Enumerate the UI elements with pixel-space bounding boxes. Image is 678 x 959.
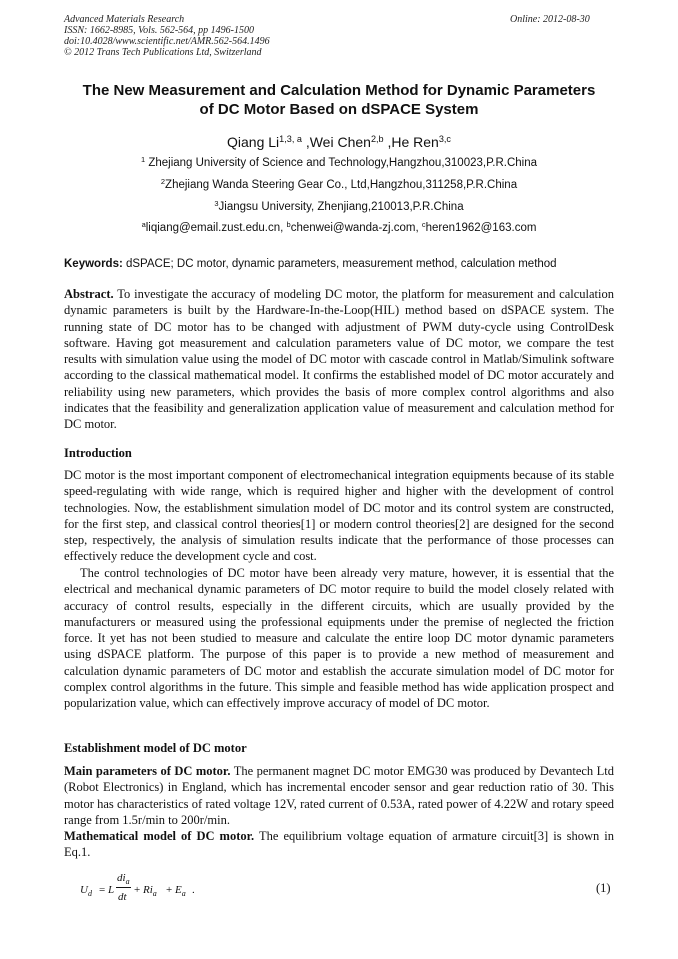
affiliation-1 [60, 154, 618, 169]
eq-numerator-text: di [117, 872, 126, 884]
author-1-affil: 1,3, a [279, 134, 302, 144]
eq-period: . [192, 884, 195, 896]
eq-numerator-subscript: a [125, 877, 130, 887]
author-1: Qiang Li [227, 134, 280, 150]
paper-title-line-2: of DC Motor Based on dSPACE System [199, 101, 479, 118]
eq-emf-text: E [175, 884, 182, 896]
introduction-heading: Introduction [64, 446, 132, 460]
copyright-line: © 2012 Trans Tech Publications Ltd, Switzerland [64, 47, 262, 58]
eq-lhs-symbol: U [80, 884, 88, 896]
keywords-text: dSPACE; DC motor, dynamic parameters, measurement method, calculation method [122, 258, 557, 270]
journal-name: Advanced Materials Research [64, 14, 185, 25]
eq-fraction-bar [116, 887, 131, 888]
eq-denominator: dt [118, 891, 127, 903]
eq-emf-term [175, 884, 186, 898]
abstract-text: To investigate the accuracy of modeling DC motor, the platform for measurement and calculation dynamic parameters is built by the Hardware-In-the-Loop(HIL) method based on dSPACE system. The running state of DC motor has to be changed with adjustment of PWM duty-cycle using ControlDesk software. Having got measurement and calculation parameters value of DC motor, we compare the test results with simulation value using the model of DC motor with cascade control in Matlab/Simulink software according to the classical mathematical model. It confirms the established model of DC motor accurately and reliability using new parameters, which provides the basis of more complex control algorithms and also indicates that the feasibility and generalization application value of measurement and calculation method for DC motor. [64, 287, 614, 432]
issn-line: ISSN: 1662-8985, Vols. 562-564, pp 1496-1500 [64, 25, 254, 36]
establishment-heading: Establishment model of DC motor [64, 741, 247, 755]
abstract [64, 286, 614, 433]
paper-title-line-1: The New Measurement and Calculation Method for Dynamic Parameters [82, 82, 596, 99]
equation-1-number: (1) [596, 881, 611, 895]
eq-resistance-term [143, 884, 157, 898]
email-a-marker: a [141, 219, 146, 229]
mathematical-model-label: Mathematical model of DC motor. [64, 829, 255, 843]
eq-plus-2: + [166, 884, 173, 896]
equation-1 [80, 871, 220, 907]
eq-numerator [117, 872, 130, 886]
eq-lhs [80, 884, 92, 898]
eq-resistance-subscript: a [152, 889, 157, 899]
affiliation-1-text: Zhejiang University of Science and Technology,Hangzhou,310023,P.R.China [145, 157, 538, 169]
affiliation-1-marker: 1 [140, 154, 146, 164]
author-2: ,Wei Chen [301, 134, 371, 150]
email-c-marker: c [421, 219, 426, 229]
mathematical-model-text: The equilibrium voltage equation of armature circuit[3] is shown in Eq.1. [64, 829, 615, 860]
main-parameters-label: Main parameters of DC motor. [64, 764, 231, 778]
email-c: heren1962@163.com [425, 222, 537, 234]
eq-emf-subscript: a [181, 889, 186, 899]
eq-plus-1: + [134, 884, 141, 896]
doi-line: doi:10.4028/www.scientific.net/AMR.562-564.1496 [64, 36, 270, 47]
main-parameters-paragraph [64, 763, 614, 828]
introduction-paragraph-2: The control technologies of DC motor have been already very mature, however, it is essential that the electrical and mechanical dynamic parameters of DC motor require to build the model closely related with accuracy of control results, especially in the different circuits, which are usually provided by the manufacturers or measured using the professional equipments under the premise of neglected the friction force. It yet has not been studied to measure and calculate the entire loop DC motor dynamic parameters using dSPACE platform. The purpose of this paper is to provide a new method of measurement and calculation dynamic parameters of DC motor and establish the accurate simulation model of DC motor for complex control algorithms in the future. This simple and feasible method has wide application prospect and popularization value, which can effectively improve accuracy of model of DC motor. [64, 566, 614, 711]
author-3: ,He Ren [383, 134, 439, 150]
affiliation-2-marker: 2 [160, 176, 166, 186]
main-parameters-text: The permanent magnet DC motor EMG30 was produced by Devantech Ltd (Robot Electronics) in England, which has incremental encoder sensor and gear reduction ratio of 30. This motor has characteristics of rated voltage 12V, rated current of 0.53A, rated power of 4.22W and rotary speed range from 1.5r/min to 200r/min. [64, 764, 615, 827]
email-line [60, 219, 618, 234]
affiliation-2 [60, 176, 618, 191]
email-a: liqiang@email.zust.edu.cn, [145, 222, 287, 234]
eq-lhs-subscript: d [87, 889, 92, 899]
eq-equals: = [99, 884, 106, 896]
author-3-affil: 3,c [438, 134, 451, 144]
keywords [64, 258, 624, 270]
email-b-marker: b [286, 219, 291, 229]
affiliation-3-text: Jiangsu University, Zhenjiang,210013,P.R.China [218, 201, 464, 213]
introduction-paragraph-1: DC motor is the most important component of electromechanical integration equipments because of its stable speed-regulating with wide range, which is required higher and higher with the development of control technologies. Now, the establishment simulation model of DC motor and its control system are constructed, for the first step, and classical control theories[1] or modern control theories[2] are designed for the second step, respectively, the analysis of simulation results indicate that the performance of those processes can effectively reduce the development cycle and cost. [64, 468, 614, 564]
abstract-label: Abstract. [64, 287, 114, 301]
email-b: chenwei@wanda-zj.com, [290, 222, 422, 234]
eq-resistance-text: Ri [143, 884, 153, 896]
online-date: Online: 2012-08-30 [510, 14, 590, 25]
keywords-label: Keywords: [64, 258, 123, 270]
affiliation-2-text: Zhejiang Wanda Steering Gear Co., Ltd,Hangzhou,311258,P.R.China [165, 179, 518, 191]
affiliation-3-marker: 3 [214, 198, 219, 208]
affiliation-3 [60, 198, 618, 213]
eq-inductance: L [108, 884, 115, 896]
author-2-affil: 2,b [370, 134, 384, 144]
mathematical-model-paragraph [64, 828, 614, 861]
author-list [60, 134, 618, 150]
